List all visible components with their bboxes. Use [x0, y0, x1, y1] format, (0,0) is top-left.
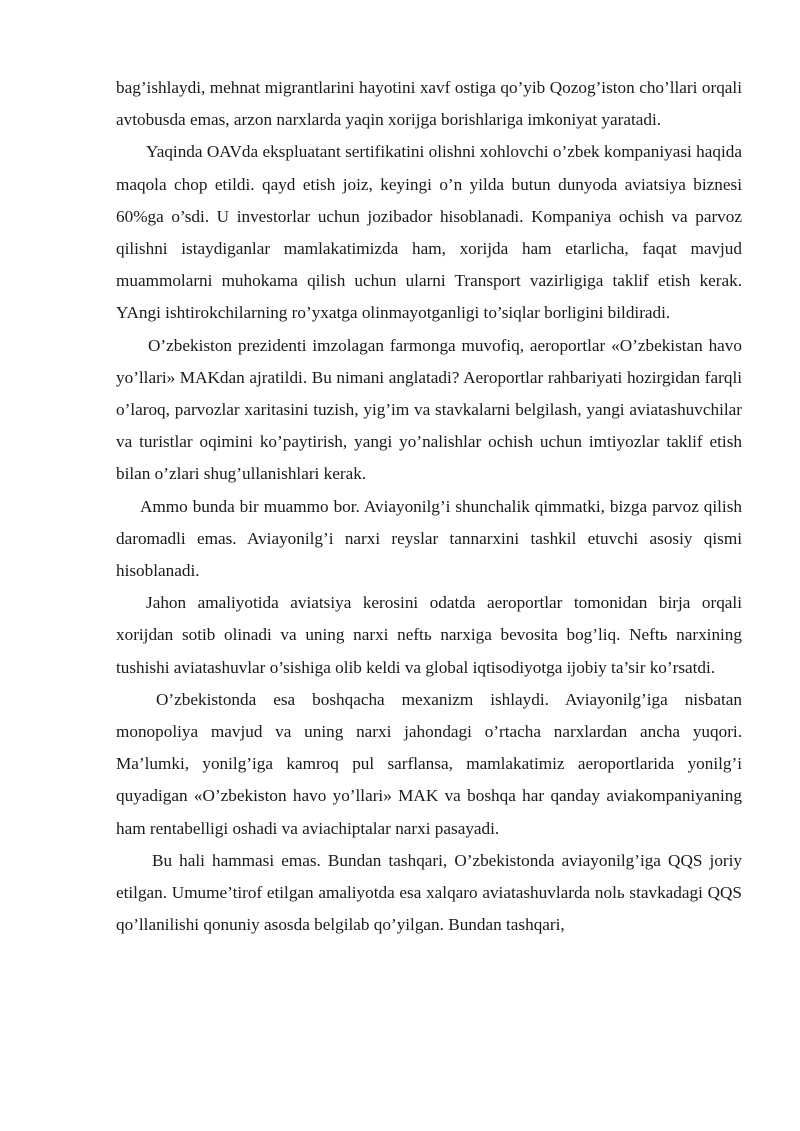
paragraph-oav-certificate: Yaqinda OAVda ekspluatant sertifikatini olishni xohlovchi o’zbek kompaniyasi haqida maqola chop etildi. qayd etish joiz, keyingi o’n yilda butun dunyoda aviatsiya biznesi 60%ga o’sdi. U investorlar uchun jozibador hisoblanadi. Kompaniya ochish va parvoz qilishni istaydiganlar mamlakatimizda ham, xorijda ham etarlicha, faqat mavjud muammolarni muhokama qilish uchun ularni Transport vazirligiga taklif etish kerak. YAngi ishtirokchilarning ro’yxatga olinmayotganligi to’siqlar borligini bildiradi. [116, 142, 742, 323]
paragraph-presidential-decree: O’zbekiston prezidenti imzolagan farmonga muvofiq, aeroportlar «O’zbekistan havo yo’llari» MAKdan ajratildi. Bu nimani anglatadi? Aeroportlar rahbariyati hozirgidan farqli o’laroq, parvozlar xaritasini tuzish, yig’im va stavkalarni belgilash, yangi aviatashuvchilar va turistlar oqimini ko’paytirish, yangi yo’nalishlar ochish uchun imtiyozlar taklif etish bilan o’zlari shug’ullanishlari kerak. [116, 335, 742, 484]
paragraph-fuel-problem: Ammo bunda bir muammo bor. Aviayonilg’i shunchalik qimmatki, bizga parvoz qilish daromadli emas. Aviayonilg’i narxi reyslar tannarxini tashkil etuvchi asosiy qismi hisoblanadi. [116, 496, 742, 581]
paragraph-continuation: bag’ishlaydi, mehnat migrantlarini hayotini xavf ostiga qo’yib Qozog’iston cho’llari orqali avtobusda emas, arzon narxlarda yaqin xorijga borishlariga imkoniyat yaratadi. [116, 78, 742, 130]
document-body [116, 72, 742, 941]
paragraph-uzbekistan-mechanism: O’zbekistonda esa boshqacha mexanizm ishlaydi. Aviayonilg’iga nisbatan monopoliya mavjud va uning narxi jahondagi o’rtacha narxlardan ancha yuqori. Ma’lumki, yonilg’iga kamroq pul sarflansa, mamlakatimiz aeroportlarida yonilg’i quyadigan «O’zbekiston havo yo’llari» MAK va boshqa har qanday aviakompaniyaning ham rentabelligi oshadi va aviachiptalar narxi pasayadi. [116, 689, 742, 838]
paragraph-vat: Bu hali hammasi emas. Bundan tashqari, O’zbekistonda aviayonilg’iga QQS joriy etilgan. Umume’tirof etilgan amaliyotda esa xalqaro aviatashuvlarda nolь stavkadagi QQS qo’llanilishi qonuniy asosda belgilab qo’yilgan. Bundan tashqari, [116, 850, 742, 935]
paragraph-world-practice: Jahon amaliyotida aviatsiya kerosini odatda aeroportlar tomonidan birja orqali xorijdan sotib olinadi va uning narxi neftь narxiga bevosita bog’liq. Neftь narxining tushishi aviatashuvlar o’sishiga olib keldi va global iqtisodiyotga ijobiy ta’sir ko’rsatdi. [116, 593, 742, 677]
